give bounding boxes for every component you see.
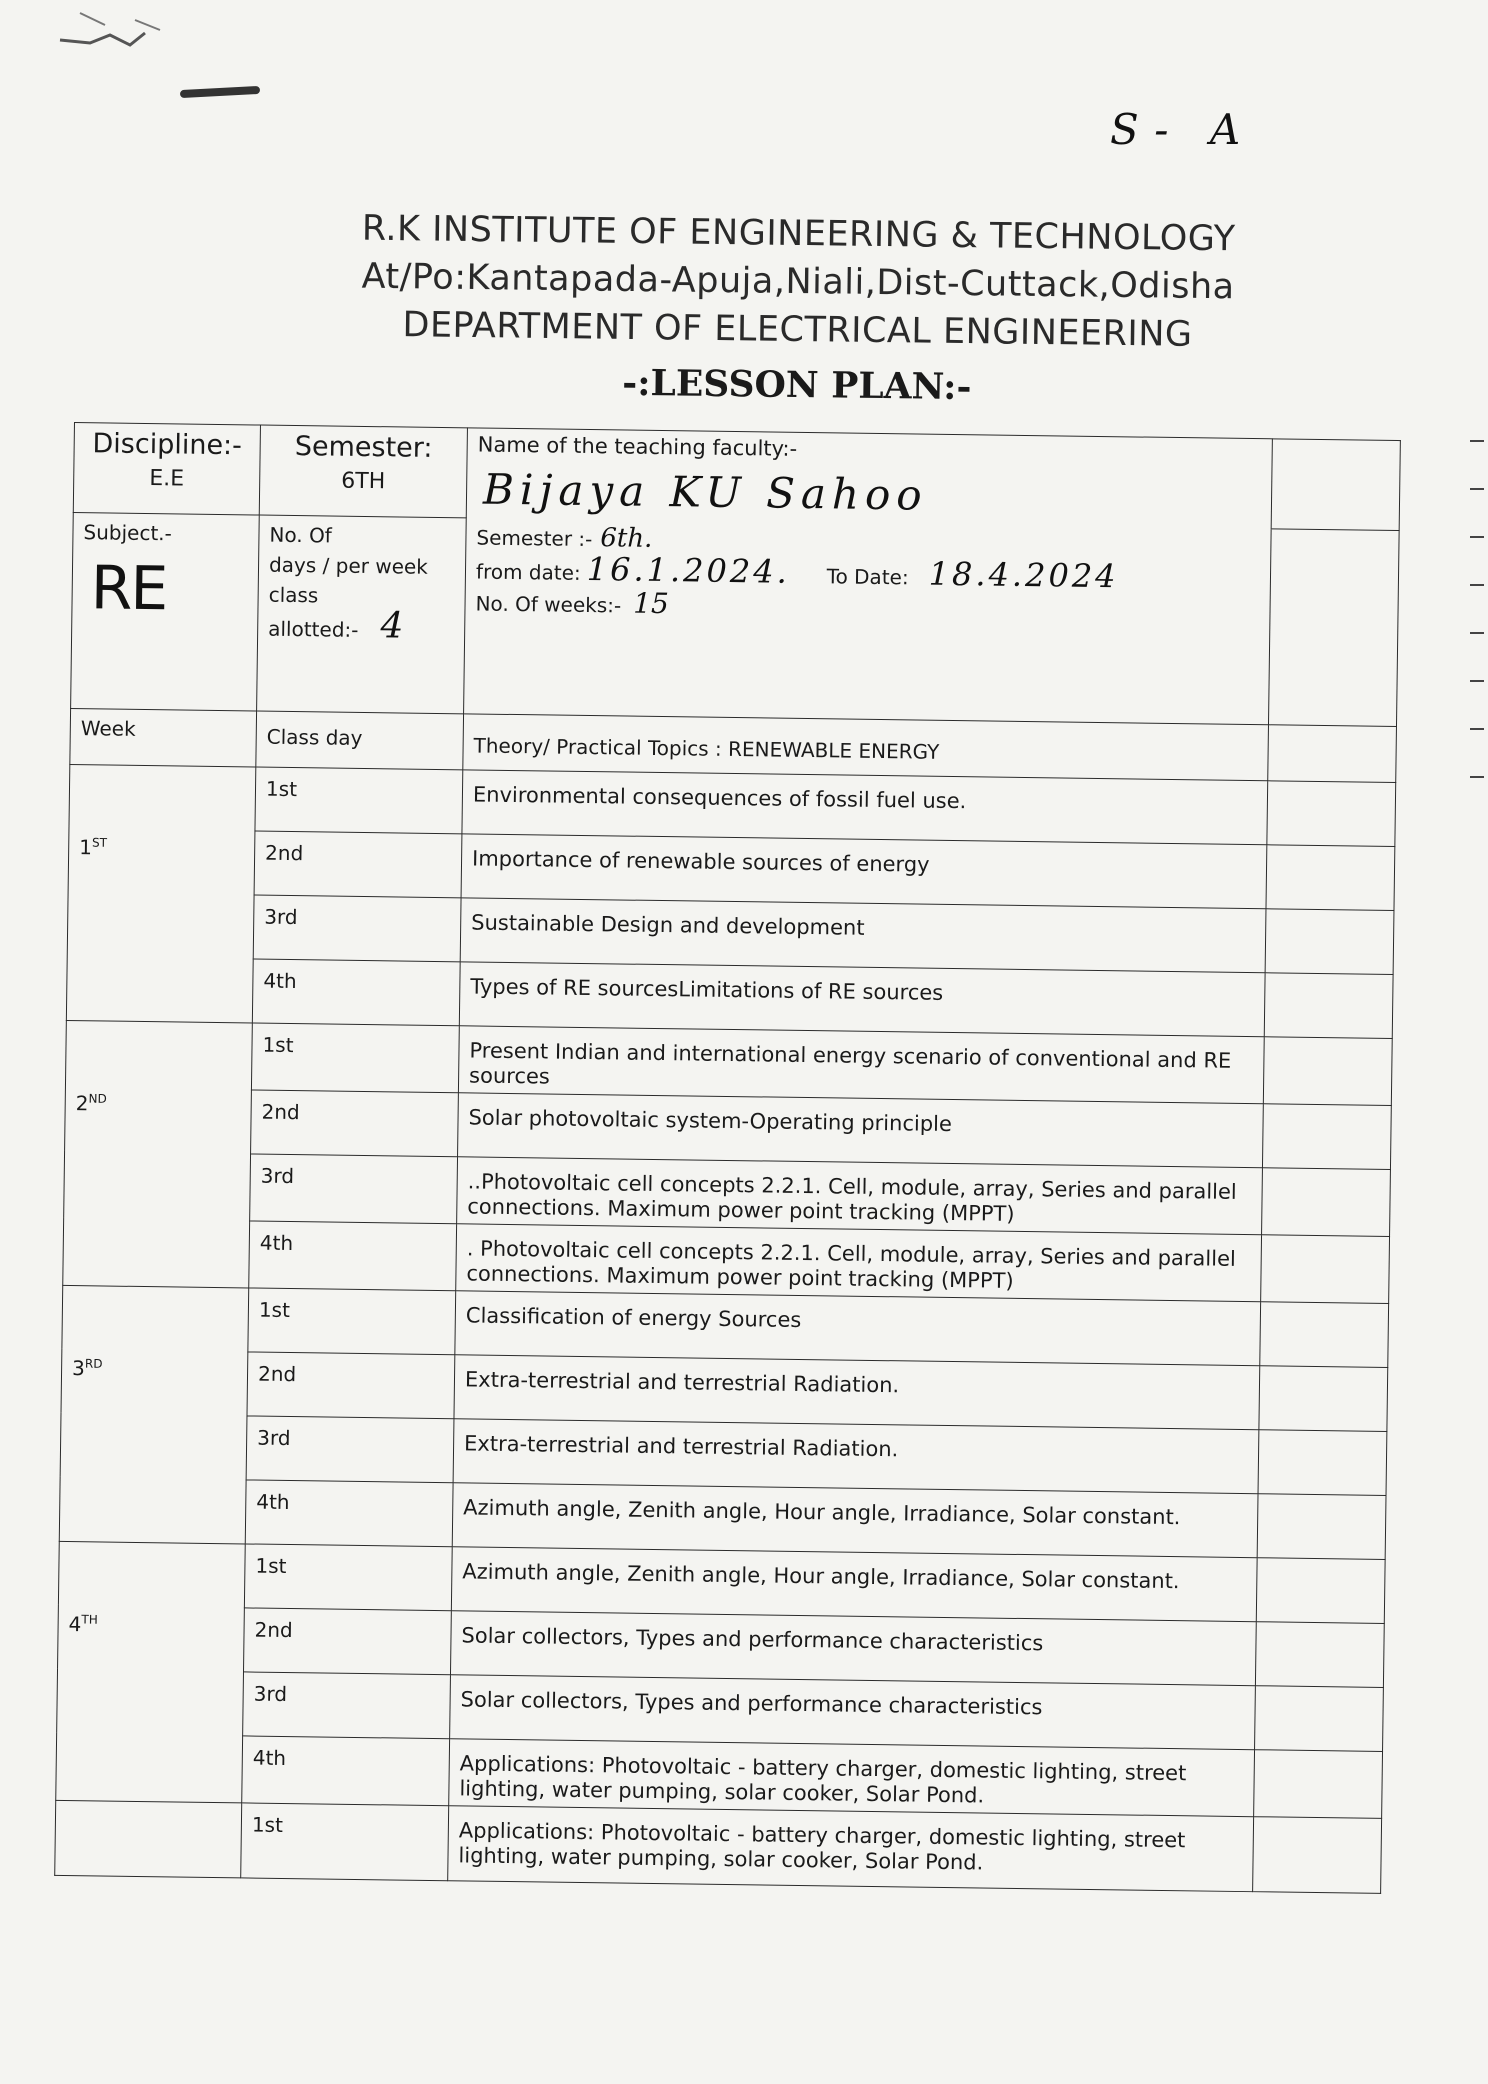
blank-cell — [1271, 439, 1400, 530]
topic-cell: Azimuth angle, Zenith angle, Hour angle, Irradiance, Solar constant. — [452, 1482, 1258, 1557]
days-value: 4 — [380, 604, 404, 647]
institute-address: At/Po:Kantapada-Apuja,Niali,Dist-Cuttack,Odisha — [361, 256, 1235, 308]
topic-cell: Classification of energy Sources — [455, 1290, 1261, 1365]
class-day-cell: 3rd — [253, 894, 461, 961]
class-day-header: Class day — [256, 711, 464, 770]
topic-cell: Environmental consequences of fossil fuel use. — [462, 769, 1268, 844]
week-suffix: TH — [81, 1612, 98, 1627]
weeks-label: No. Of weeks:- — [475, 591, 622, 618]
class-day-cell: 4th — [249, 1220, 457, 1290]
class-day-cell: 2nd — [244, 1607, 452, 1674]
class-day-cell: 3rd — [246, 1415, 454, 1482]
days-label-1: No. Of — [269, 522, 332, 548]
days-label-2: days / per week — [268, 552, 429, 579]
department-name: DEPARTMENT OF ELECTRICAL ENGINEERING — [402, 305, 1193, 355]
week-number: 2 — [75, 1090, 89, 1115]
blank-cell — [1258, 1429, 1387, 1495]
semester2-value: 6th. — [600, 523, 653, 554]
class-day-cell: 1st — [241, 1802, 449, 1880]
faculty-name: Bijaya KU Sahoo — [482, 464, 928, 520]
week-cell — [63, 1020, 253, 1288]
blank-cell — [1255, 1621, 1384, 1687]
topic-cell: Solar collectors, Types and performance characteristics — [450, 1610, 1256, 1685]
class-day-cell: 4th — [242, 1735, 450, 1805]
blank-cell — [1268, 724, 1397, 782]
blank-cell — [1253, 1816, 1382, 1893]
week-header: Week — [70, 708, 257, 767]
class-day-cell: 1st — [255, 767, 463, 834]
from-value: 16.1.2024. — [586, 549, 791, 591]
semester-label: Semester: — [294, 431, 433, 464]
blank-cell — [1261, 1234, 1390, 1303]
blank-cell — [1256, 1557, 1385, 1623]
subject-value: RE — [90, 552, 167, 624]
semester-value: 6TH — [341, 468, 386, 495]
blank-cell — [1259, 1365, 1388, 1431]
class-day-cell: 3rd — [250, 1153, 458, 1223]
week-number: 4 — [68, 1611, 82, 1636]
topic-cell: Importance of renewable sources of energy — [461, 833, 1267, 908]
week-suffix: ST — [91, 835, 108, 850]
to-label: To Date: — [826, 564, 909, 590]
week-cell — [59, 1285, 248, 1544]
days-cell — [257, 515, 467, 714]
week-cell — [55, 1800, 242, 1878]
week-cell — [66, 764, 255, 1023]
topic-cell: Applications: Photovoltaic - battery charger, domestic lighting, street lighting, water pumping, solar cooker, Solar Pond. — [449, 1738, 1255, 1816]
week-number: 1 — [79, 834, 93, 859]
dates-cell — [464, 517, 1272, 724]
class-day-cell: 1st — [248, 1287, 456, 1354]
semester2-label: Semester :- — [476, 525, 593, 552]
blank-cell — [1257, 1493, 1386, 1559]
blank-cell — [1262, 1167, 1391, 1236]
blank-cell — [1266, 844, 1395, 910]
faculty-cell — [466, 428, 1272, 528]
faculty-label: Name of the teaching faculty:- — [477, 432, 798, 461]
class-day-cell: 3rd — [243, 1671, 451, 1738]
topic-cell: Extra-terrestrial and terrestrial Radiation. — [453, 1418, 1259, 1493]
topic-cell: Types of RE sourcesLimitations of RE sources — [459, 961, 1265, 1036]
to-value: 18.4.2024 — [928, 554, 1119, 596]
blank-cell — [1267, 780, 1396, 846]
topic-cell: . Photovoltaic cell concepts 2.2.1. Cell, module, array, Series and parallel connections. Maximum power point tracking (MPPT) — [456, 1223, 1262, 1301]
blank-cell — [1254, 1749, 1383, 1818]
discipline-cell — [73, 423, 260, 515]
topic-cell: Sustainable Design and development — [460, 897, 1266, 972]
topic-cell: Present Indian and international energy scenario of conventional and RE sources — [458, 1025, 1264, 1103]
subject-label: Subject.- — [83, 519, 173, 545]
class-day-cell: 4th — [252, 958, 460, 1025]
days-label-3: class — [268, 582, 319, 607]
semester-cell — [259, 425, 467, 517]
week-suffix: ND — [88, 1091, 107, 1106]
discipline-value: E.E — [149, 466, 185, 492]
topic-cell: Extra-terrestrial and terrestrial Radiation. — [454, 1354, 1260, 1429]
page-title: -:LESSON PLAN:- — [622, 361, 972, 409]
weeks-value: 15 — [632, 586, 670, 621]
topic-cell: Applications: Photovoltaic - battery charger, domestic lighting, street lighting, water pumping, solar cooker, Solar Pond. — [448, 1805, 1254, 1891]
topic-cell: Azimuth angle, Zenith angle, Hour angle, Irradiance, Solar constant. — [451, 1546, 1257, 1621]
class-day-cell: 4th — [245, 1479, 453, 1546]
blank-cell — [1255, 1685, 1384, 1751]
subject-cell — [71, 512, 260, 711]
week-suffix: RD — [84, 1356, 103, 1371]
class-day-cell: 1st — [251, 1022, 459, 1092]
class-day-cell: 2nd — [251, 1089, 459, 1156]
ink-dash — [180, 86, 260, 98]
lesson-plan-table — [54, 422, 1401, 1893]
document-header — [0, 200, 1488, 414]
corner-scribble-icon — [50, 5, 180, 55]
days-label-4: allotted:- — [268, 616, 359, 642]
blank-cell — [1263, 1036, 1392, 1105]
blank-cell — [1264, 972, 1393, 1038]
info-row-bottom — [71, 512, 1400, 726]
from-label: from date: — [475, 559, 581, 585]
blank-cell — [1265, 908, 1394, 974]
topic-cell: Solar photovoltaic system-Operating principle — [458, 1092, 1264, 1167]
blank-cell — [1260, 1301, 1389, 1367]
discipline-label: Discipline:- — [92, 428, 243, 462]
days-allotted — [268, 604, 454, 647]
class-day-cell: 2nd — [247, 1351, 455, 1418]
lesson-plan-sheet — [55, 422, 1400, 1875]
page-edge-marks — [1470, 440, 1488, 1740]
week-number: 3 — [71, 1355, 86, 1380]
topics-header: Theory/ Practical Topics : RENEWABLE ENERGY — [463, 713, 1269, 780]
corner-mark: S- A — [1110, 105, 1255, 154]
class-day-cell: 2nd — [254, 831, 462, 898]
blank-cell — [1262, 1103, 1391, 1169]
institute-name: R.K INSTITUTE OF ENGINEERING & TECHNOLOGY — [361, 208, 1236, 260]
blank-cell — [1268, 528, 1399, 726]
class-day-cell: 1st — [244, 1543, 452, 1610]
topic-cell: Solar collectors, Types and performance characteristics — [450, 1674, 1256, 1749]
topic-cell: ..Photovoltaic cell concepts 2.2.1. Cell, module, array, Series and parallel connections. Maximum power point tracking (MPPT) — [457, 1156, 1263, 1234]
week-cell — [56, 1541, 246, 1803]
